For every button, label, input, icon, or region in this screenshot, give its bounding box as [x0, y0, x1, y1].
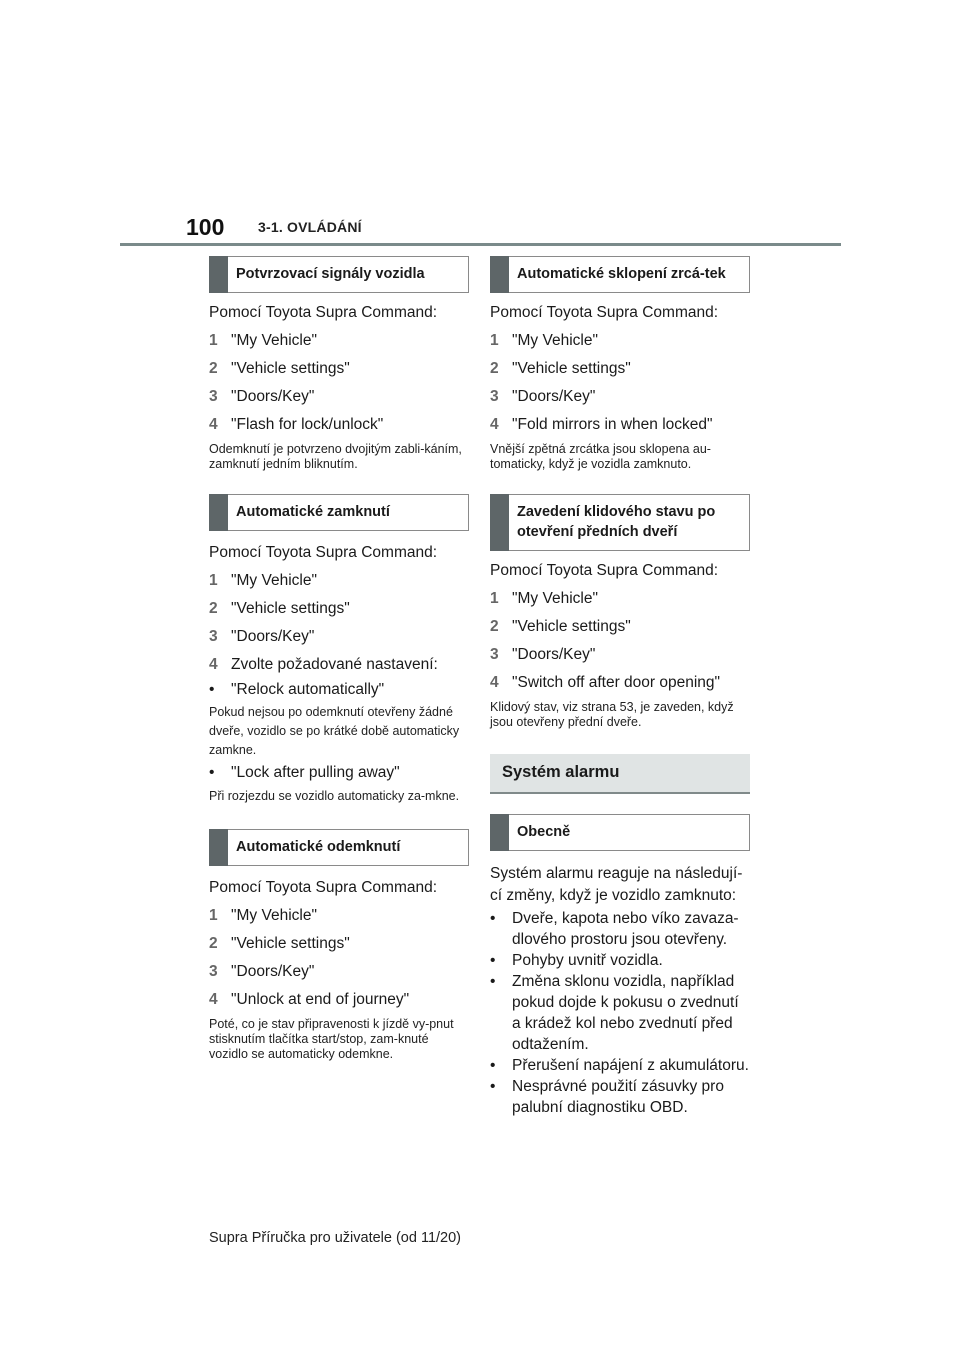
header-rule [120, 243, 841, 246]
note-text: Při rozjezdu se vozidlo automaticky za-mkne. [209, 789, 460, 803]
note-text: Klidový stav, viz strana 53, je zaveden, když jsou otevřeny přední dveře. [490, 700, 734, 729]
section-heading-general: Obecně [490, 814, 750, 851]
step-2: 2 "Vehicle settings" [490, 618, 631, 635]
section-heading-auto-lock: Automatické zamknutí [209, 494, 469, 531]
step-2: 2 "Vehicle settings" [490, 360, 631, 377]
bullet-item: • Pohyby uvnitř vozidla. [490, 952, 663, 969]
step-4: 4 "Switch off after door opening" [490, 674, 721, 691]
note-text: Pokud nejsou po odemknutí otevřeny žádné dveře, vozidlo se po krátké době automaticky zamkne. [209, 705, 460, 757]
intro-text: Pomocí Toyota Supra Command: [490, 304, 719, 321]
chapter-title: 3-1. OVLÁDÁNÍ [258, 219, 362, 235]
step-4: 4 Zvolte požadované nastavení: [209, 656, 438, 673]
step-3: 3 "Doors/Key" [209, 628, 315, 645]
note-text: Vnější zpětná zrcátka jsou sklopena au-tomaticky, když je vozidla zamknuto. [490, 442, 711, 471]
step-1: 1 "My Vehicle" [490, 332, 598, 349]
step-1: 1 "My Vehicle" [490, 590, 598, 607]
step-1: 1 "My Vehicle" [209, 907, 317, 924]
step-3: 3 "Doors/Key" [490, 646, 596, 663]
page-footer: Supra Příručka pro uživatele (od 11/20) [209, 1230, 462, 1246]
page-number: 100 [186, 214, 225, 240]
step-3: 3 "Doors/Key" [209, 963, 315, 980]
note-text: Odemknutí je potvrzeno dvojitým zabli-káním, zamknutí jedním bliknutím. [209, 442, 462, 471]
left-column [209, 256, 469, 1062]
step-3: 3 "Doors/Key" [209, 388, 315, 405]
intro-text: Pomocí Toyota Supra Command: [209, 544, 438, 561]
step-1: 1 "My Vehicle" [209, 332, 317, 349]
intro-text: Systém alarmu reaguje na následují-cí změny, když je vozidlo zamknuto: [490, 865, 743, 904]
bullet-item: • "Relock automatically" [209, 681, 385, 698]
step-2: 2 "Vehicle settings" [209, 935, 350, 952]
section-heading-mirror-fold: Automatické sklopení zrcá-tek [490, 256, 750, 293]
note-text: Poté, co je stav připravenosti k jízdě vy-pnut stisknutím tlačítka start/stop, zam-knuté vozidlo se automaticky odemkne. [209, 1017, 454, 1061]
bullet-item: • Změna sklonu vozidla, například pokud dojde k pokusu o zvednutí a krádež kol nebo zvednutí před odtažením. [490, 973, 739, 1053]
chapter-heading-alarm-system: Systém alarmu [490, 754, 750, 794]
step-4: 4 "Fold mirrors in when locked" [490, 416, 713, 433]
step-1: 1 "My Vehicle" [209, 572, 317, 589]
section-heading-rest-state: Zavedení klidového stavu po otevření předních dveří [490, 494, 750, 551]
intro-text: Pomocí Toyota Supra Command: [490, 562, 719, 579]
bullet-item: • Dveře, kapota nebo víko zavaza-dlového prostoru jsou otevřeny. [490, 910, 739, 948]
step-2: 2 "Vehicle settings" [209, 360, 350, 377]
intro-text: Pomocí Toyota Supra Command: [209, 304, 438, 321]
step-4: 4 "Unlock at end of journey" [209, 991, 410, 1008]
right-column [490, 256, 750, 1118]
bullet-item: • Přerušení napájení z akumulátoru. [490, 1057, 749, 1074]
step-3: 3 "Doors/Key" [490, 388, 596, 405]
bullet-item: • Nesprávné použití zásuvky pro palubní diagnostiku OBD. [490, 1078, 724, 1116]
section-heading-auto-unlock: Automatické odemknutí [209, 829, 469, 866]
intro-text: Pomocí Toyota Supra Command: [209, 879, 438, 896]
bullet-item: • "Lock after pulling away" [209, 764, 400, 781]
step-2: 2 "Vehicle settings" [209, 600, 350, 617]
step-4: 4 "Flash for lock/unlock" [209, 416, 384, 433]
section-heading-confirmation-signals: Potvrzovací signály vozidla [209, 256, 469, 293]
